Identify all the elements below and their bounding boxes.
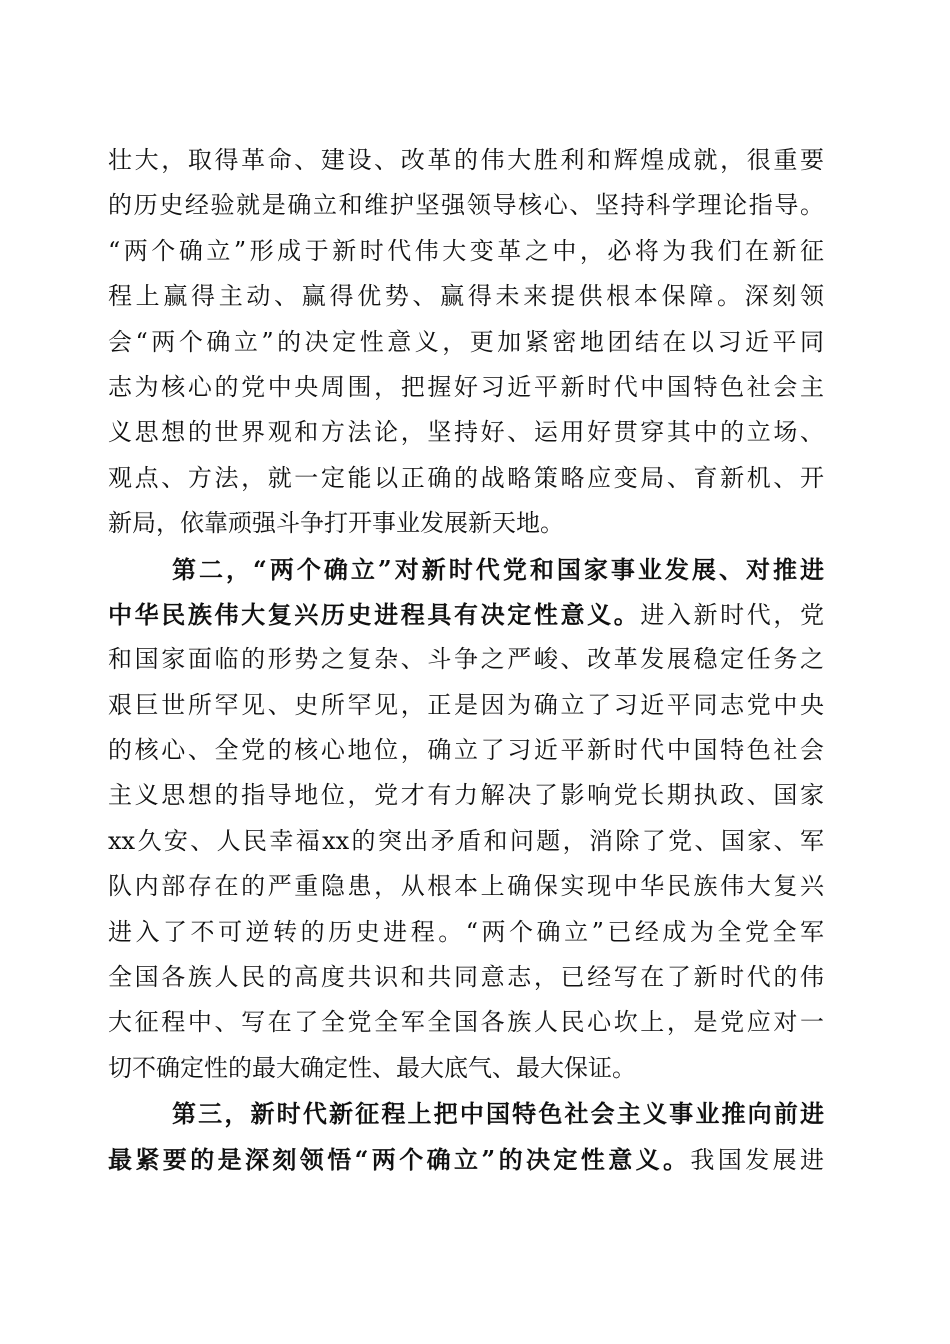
bold-heading-text: 最紧要的是深刻领悟“两个确立”的决定性意义。 — [108, 1144, 691, 1174]
body-text: 主义思想的指导地位，党才有力解决了影响党长期执政、国家 — [108, 781, 824, 810]
text-line: 新局，依靠顽强斗争打开事业发展新天地。 — [108, 509, 564, 538]
text-line: 壮大，取得革命、建设、改革的伟大胜利和辉煌成就，很重要 — [108, 146, 824, 174]
text-line: 会“两个确立”的决定性意义，更加紧密地团结在以习近平同 — [108, 327, 824, 356]
text-line — [108, 1137, 824, 1182]
body-text: 的核心、全党的核心地位，确立了习近平新时代中国特色社会 — [108, 736, 824, 765]
body-text: 和国家面临的形势之复杂、斗争之严峻、改革发展稳定任务之 — [108, 645, 824, 674]
bold-heading-text: 中华民族伟大复兴历史进程具有决定性意义。 — [108, 599, 641, 629]
text-line — [108, 773, 824, 818]
text-line: “两个确立”形成于新时代伟大变革之中，必将为我们在新征 — [108, 236, 824, 265]
paragraph-3 — [108, 1091, 824, 1182]
text-line: 观点、方法，就一定能以正确的战略策略应变局、育新机、开 — [108, 463, 824, 492]
text-line — [108, 1046, 824, 1091]
text-line — [108, 864, 824, 909]
body-text: 进入新时代，党 — [640, 600, 825, 629]
text-line — [108, 683, 824, 728]
bold-heading-text: 第二，“两个确立”对新时代党和国家事业发展、对推进 — [172, 554, 824, 584]
text-line — [108, 637, 824, 682]
text-line — [108, 592, 824, 637]
body-text: 艰巨世所罕见、史所罕见，正是因为确立了习近平同志党中央 — [108, 690, 824, 719]
text-line — [108, 819, 824, 864]
text-line — [108, 955, 824, 1000]
paragraph-2 — [108, 547, 824, 1092]
text-line — [108, 910, 824, 955]
paragraph-1 — [108, 138, 824, 547]
body-text: xx久安、人民幸福xx的突出矛盾和问题，消除了党、国家、军 — [108, 826, 824, 855]
text-line: 义思想的世界观和方法论，坚持好、运用好贯穿其中的立场、 — [108, 418, 824, 447]
text-line: 的历史经验就是确立和维护坚强领导核心、坚持科学理论指导。 — [108, 191, 824, 220]
text-line — [108, 1091, 824, 1136]
text-line — [108, 728, 824, 773]
body-text: 进入了不可逆转的历史进程。“两个确立”已经成为全党全军 — [108, 917, 824, 946]
document-body — [108, 138, 824, 1182]
text-line — [108, 547, 824, 592]
body-text: 全国各族人民的高度共识和共同意志，已经写在了新时代的伟 — [108, 963, 824, 992]
text-line: 志为核心的党中央周围，把握好习近平新时代中国特色社会主 — [108, 372, 824, 401]
bold-heading-text: 第三，新时代新征程上把中国特色社会主义事业推向前进 — [172, 1099, 824, 1129]
body-text: 我国发展进 — [690, 1145, 825, 1174]
body-text: 队内部存在的严重隐患，从根本上确保实现中华民族伟大复兴 — [108, 872, 824, 901]
body-text: 大征程中、写在了全党全军全国各族人民心坎上，是党应对一 — [108, 1008, 824, 1037]
body-text: 切不确定性的最大确定性、最大底气、最大保证。 — [108, 1053, 636, 1082]
text-line: 程上赢得主动、赢得优势、赢得未来提供根本保障。深刻领 — [108, 282, 824, 311]
text-line — [108, 1000, 824, 1045]
